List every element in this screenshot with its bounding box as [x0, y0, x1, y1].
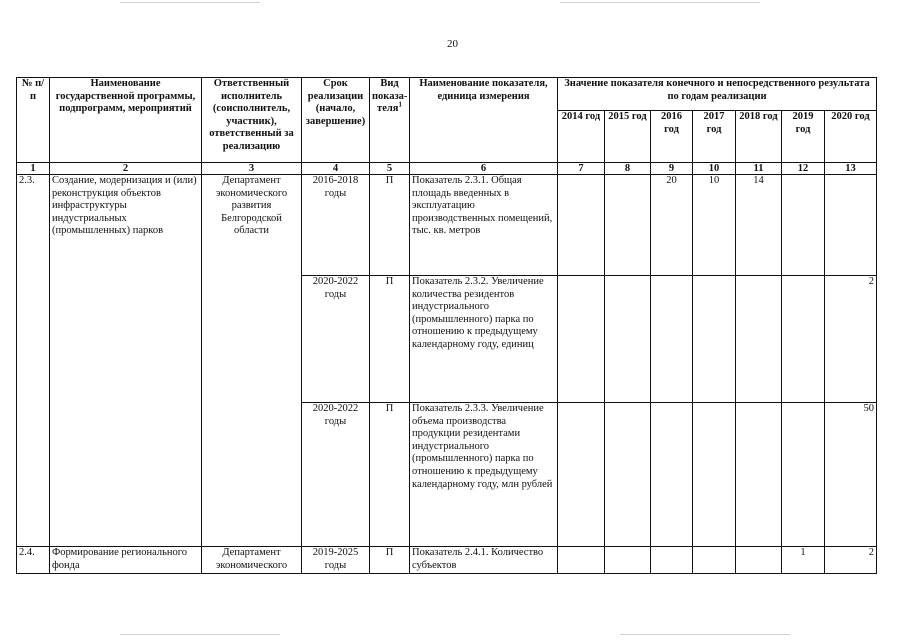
header-number: № п/п: [17, 78, 50, 163]
value-cell: 10: [693, 175, 736, 276]
header-term: Срок реализации (начало, завершение): [302, 78, 370, 163]
value-cell: [651, 276, 693, 403]
indicator-kind: П: [370, 276, 410, 403]
table-row: [17, 175, 877, 276]
header-year: 2019 год: [782, 111, 825, 163]
value-cell: [782, 175, 825, 276]
value-cell: [558, 276, 605, 403]
column-number: 4: [302, 163, 370, 175]
measure-name: Создание, модернизация и (или) реконструкция объектов инфраструктуры индустриальных (промышленных) парков: [50, 175, 202, 547]
value-cell: [605, 276, 651, 403]
indicator-kind: П: [370, 403, 410, 547]
header-executor: Ответственный исполнитель (соисполнитель, участник), ответственный за реализацию: [202, 78, 302, 163]
value-cell: 2: [825, 547, 877, 574]
column-number: 1: [17, 163, 50, 175]
indicator-name: Показатель 2.4.1. Количество субъектов: [410, 547, 558, 574]
value-cell: [825, 175, 877, 276]
header-year: 2020 год: [825, 111, 877, 163]
column-number: 11: [736, 163, 782, 175]
column-numbers-row: [17, 163, 877, 175]
header-indicator-name: Наименование показателя, единица измерения: [410, 78, 558, 163]
value-cell: [605, 403, 651, 547]
column-number: 7: [558, 163, 605, 175]
header-year: 2016 год: [651, 111, 693, 163]
value-cell: [558, 403, 605, 547]
row-number: 2.4.: [17, 547, 50, 574]
value-cell: 20: [651, 175, 693, 276]
indicator-kind: П: [370, 175, 410, 276]
value-cell: [605, 547, 651, 574]
value-cell: [693, 547, 736, 574]
page-number: 20: [447, 38, 458, 50]
value-cell: [736, 276, 782, 403]
measure-name: Формирование регионального фонда: [50, 547, 202, 574]
implementation-term: 2020-2022 годы: [302, 276, 370, 403]
implementation-term: 2016-2018 годы: [302, 175, 370, 276]
indicator-name: Показатель 2.3.1. Общая площадь введенных в эксплуатацию производственных помещений, тыс. кв. метров: [410, 175, 558, 276]
responsible-executor: Департамент экономического развития Белгородской области: [202, 175, 302, 547]
value-cell: [558, 547, 605, 574]
implementation-term: 2019-2025 годы: [302, 547, 370, 574]
header-program-name: Наименование государственной программы, подпрограмм, мероприятий: [50, 78, 202, 163]
header-year: 2017 год: [693, 111, 736, 163]
value-cell: [651, 403, 693, 547]
indicator-name: Показатель 2.3.3. Увеличение объема производства продукции резидентами индустриального (промышленного) парка по отношению к предыдущему календарному году, млн рублей: [410, 403, 558, 547]
header-indicator-kind: Вид показа-теля$^1$: [370, 78, 410, 163]
value-cell: [605, 175, 651, 276]
scan-artifact-top: [560, 2, 760, 3]
value-cell: 2: [825, 276, 877, 403]
value-cell: [651, 547, 693, 574]
indicator-name: Показатель 2.3.2. Увеличение количества резидентов индустриального (промышленного) парка по отношению к предыдущему календарному году, единиц: [410, 276, 558, 403]
column-number: 9: [651, 163, 693, 175]
header-year: 2014 год: [558, 111, 605, 163]
column-number: 12: [782, 163, 825, 175]
value-cell: [782, 276, 825, 403]
value-cell: [736, 403, 782, 547]
header-year: 2018 год: [736, 111, 782, 163]
value-cell: [693, 276, 736, 403]
value-cell: [736, 547, 782, 574]
column-number: 8: [605, 163, 651, 175]
scan-artifact-top: [120, 2, 260, 3]
column-number: 5: [370, 163, 410, 175]
value-cell: 50: [825, 403, 877, 547]
responsible-executor: Департамент экономического: [202, 547, 302, 574]
scan-artifact-bottom: [120, 634, 280, 635]
value-cell: [693, 403, 736, 547]
column-number: 2: [50, 163, 202, 175]
indicator-table: [16, 77, 877, 574]
value-cell: 14: [736, 175, 782, 276]
column-number: 6: [410, 163, 558, 175]
header-values-group: Значение показателя конечного и непосредственного результата по годам реализации: [558, 78, 877, 111]
column-number: 3: [202, 163, 302, 175]
scan-artifact-bottom: [620, 634, 790, 635]
value-cell: [782, 403, 825, 547]
value-cell: 1: [782, 547, 825, 574]
implementation-term: 2020-2022 годы: [302, 403, 370, 547]
value-cell: [558, 175, 605, 276]
header-year: 2015 год: [605, 111, 651, 163]
row-number: 2.3.: [17, 175, 50, 547]
indicator-kind: П: [370, 547, 410, 574]
column-number: 13: [825, 163, 877, 175]
column-number: 10: [693, 163, 736, 175]
table-row: [17, 547, 877, 574]
